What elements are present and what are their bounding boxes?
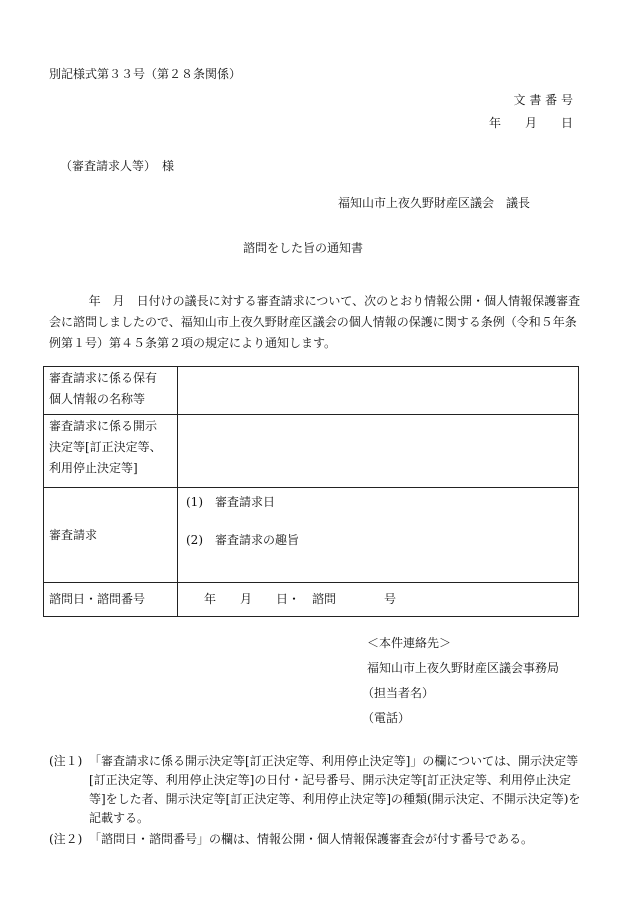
label-cell <box>44 415 178 488</box>
form-reference: 別記様式第３３号（第２８条関係） <box>49 67 242 81</box>
inquiry-table <box>43 366 579 617</box>
row2-label-c: 利用停止決定等] <box>49 461 138 475</box>
document-number-label: 文 書 番 号 <box>513 93 573 107</box>
note-2-text: 「諮問日・諮問番号」の欄は、情報公開・個人情報保護審査会が付す番号である。 <box>89 832 534 846</box>
notes <box>49 752 581 849</box>
contact-person: （担当者名） <box>362 686 435 700</box>
row1-label-b: 個人情報の名称等 <box>49 392 146 406</box>
table-row <box>44 583 579 617</box>
label-cell <box>44 488 178 583</box>
note-1 <box>49 752 581 828</box>
row1-label-a: 審査請求に係る保有 <box>49 371 158 385</box>
note-1-mark: (注１) <box>49 754 83 768</box>
note-2-mark: (注２) <box>49 832 83 846</box>
row2-label-b: 決定等[訂正決定等、 <box>49 440 162 454</box>
sender: 福知山市上夜久野財産区議会 議長 <box>337 196 530 210</box>
row2-label-a: 審査請求に係る開示 <box>49 419 158 433</box>
note-1-text: 「審査請求に係る開示決定等[訂正決定等、利用停止決定等]」の欄については、開示決定等[訂正決定等、利用停止決定等]の日付・記号番号、開示決定等[訂正決定等、利用停止決定等]をした者、開示決定等[訂正決定等、利用停止決定等]の種類(開示決定、不開示決定等)を記載する。 <box>89 754 581 825</box>
disclosure-decision-field[interactable] <box>178 415 579 488</box>
note-2 <box>49 830 581 849</box>
document-title: 諮問をした旨の通知書 <box>243 241 364 255</box>
addressee: （審査請求人等） 様 <box>60 159 175 173</box>
label-cell <box>44 367 178 415</box>
table-row <box>44 488 579 583</box>
table-row <box>44 367 579 415</box>
review-request-date-item: (1) 審査請求日 <box>186 495 275 509</box>
document-date-label: 年 月 日 <box>488 116 573 130</box>
body-paragraph <box>49 291 582 354</box>
review-request-purpose-item: (2) 審査請求の趣旨 <box>186 533 299 547</box>
body-text: 年 月 日付けの議長に対する審査請求について、次のとおり情報公開・個人情報保護審査会に諮問しましたので、福知山市上夜久野財産区議会の個人情報の保護に関する条例（令和５年条例第１号）第４５条第２項の規定により通知します。 <box>49 294 581 350</box>
contact-heading: ＜本件連絡先＞ <box>367 636 452 650</box>
table-row <box>44 415 579 488</box>
contact-phone: （電話） <box>362 711 411 725</box>
row4-label: 諮問日・諮問番号 <box>49 592 146 606</box>
contact-office: 福知山市上夜久野財産区議会事務局 <box>367 661 560 675</box>
retained-info-name-field[interactable] <box>178 367 579 415</box>
label-cell <box>44 583 178 617</box>
row4-value: 年 月 日・ 諮問 号 <box>204 592 397 606</box>
inquiry-date-number-field[interactable] <box>178 583 579 617</box>
row3-label: 審査請求 <box>49 527 98 542</box>
review-request-field[interactable] <box>178 488 579 583</box>
